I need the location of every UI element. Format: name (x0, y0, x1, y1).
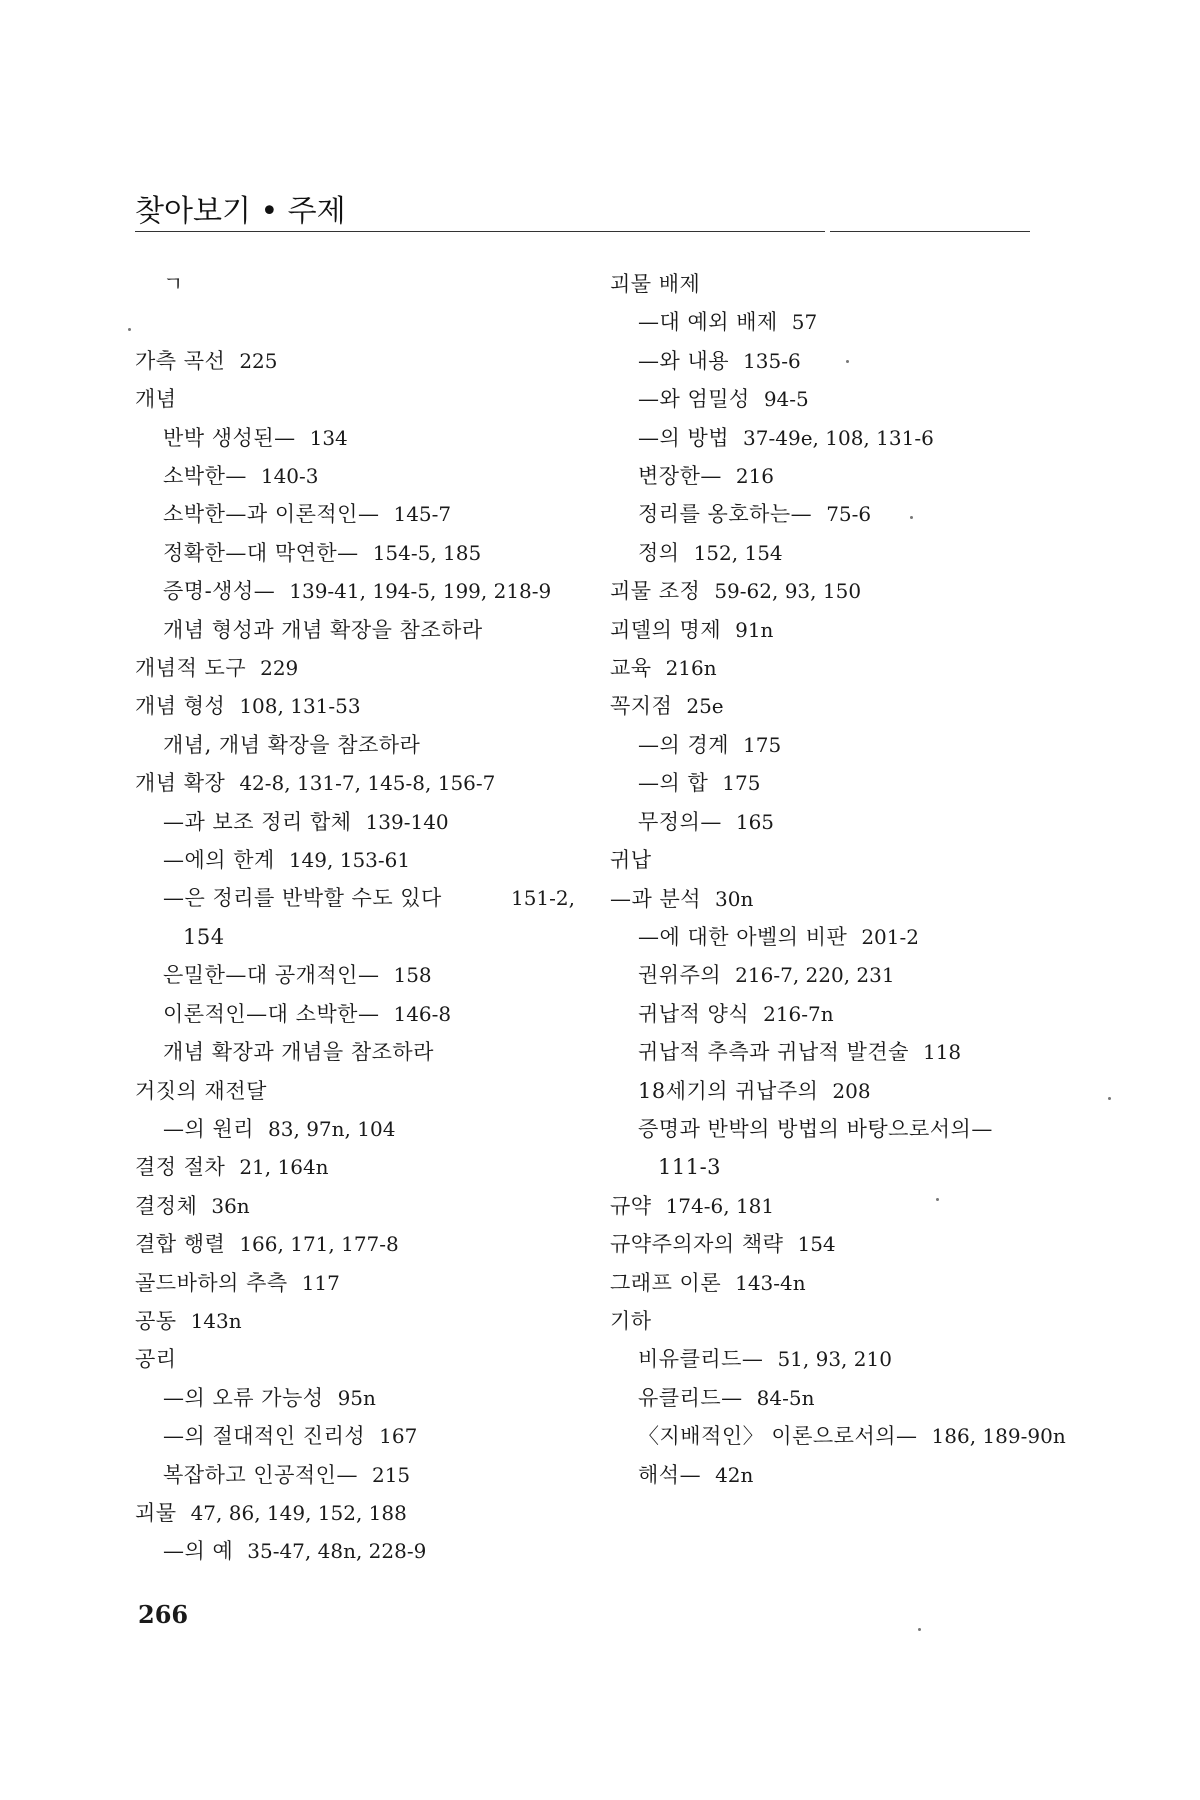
index-column-left (135, 265, 575, 1571)
index-term: 귀납적 양식 (638, 1001, 750, 1026)
index-term: —와 내용 (638, 348, 730, 373)
index-subentry (135, 611, 575, 649)
index-term: 괴델의 명제 (610, 617, 722, 642)
index-term: 증명과 반박의 방법의 바탕으로서의— (638, 1116, 993, 1141)
index-subentry (135, 956, 575, 994)
index-term: 정확한—대 막연한— (163, 540, 359, 565)
index-pages: 215 (371, 1462, 411, 1487)
index-entry (610, 611, 1050, 649)
speck (918, 1628, 921, 1631)
index-subentry (610, 342, 1050, 380)
index-term: 결정체 (135, 1193, 198, 1218)
index-term: 개념 형성과 개념 확장을 참조하라 (163, 617, 483, 642)
index-pages: 83, 97n, 104 (268, 1116, 396, 1141)
index-subentry (610, 803, 1050, 841)
index-pages: 118 (922, 1040, 962, 1065)
index-term: 154 (183, 924, 225, 949)
index-entry (610, 880, 1050, 918)
index-pages: 152, 154 (693, 540, 783, 565)
index-pages: 151-2, (510, 886, 575, 911)
index-term: 은밀한—대 공개적인— (163, 963, 380, 988)
index-term: 정리를 옹호하는— (638, 502, 813, 527)
index-term: 괴물 조정 (610, 579, 701, 604)
index-subentry (610, 918, 1050, 956)
index-subentry (135, 726, 575, 764)
index-subentry (135, 495, 575, 533)
index-pages: 154 (797, 1232, 836, 1257)
index-term: —의 방법 (638, 425, 730, 450)
index-entry (135, 764, 575, 802)
index-pages: 186, 189-90n (931, 1424, 1066, 1449)
index-term: —의 오류 가능성 (163, 1385, 324, 1410)
index-pages: 201-2 (861, 924, 919, 949)
index-pages: 154-5, 185 (372, 540, 482, 565)
index-column-right (610, 265, 1066, 1494)
index-pages: 167 (379, 1424, 418, 1449)
header-rule-short (830, 231, 1030, 232)
index-term: 규약 (610, 1193, 652, 1218)
index-pages: 146-8 (393, 1001, 452, 1026)
index-term: 개념, 개념 확장을 참조하라 (163, 732, 421, 757)
index-pages: 208 (832, 1078, 871, 1103)
index-pages: 216-7n (763, 1001, 834, 1026)
index-entry (135, 1340, 575, 1378)
index-term: —에 대한 아벨의 비판 (638, 924, 848, 949)
index-term: 무정의— (638, 809, 722, 834)
index-entry (135, 1072, 575, 1110)
index-term: 결정 절차 (135, 1155, 226, 1180)
index-term: ㄱ (163, 272, 184, 296)
index-pages: 95n (337, 1385, 376, 1410)
speck (910, 516, 913, 519)
index-term: 정의 (638, 540, 680, 565)
index-term: 개념적 도구 (135, 656, 247, 681)
index-subentry (610, 303, 1050, 341)
index-entry (135, 1264, 575, 1302)
index-subentry (610, 457, 1050, 495)
index-entry (610, 1264, 1050, 1302)
speck (1108, 1097, 1111, 1100)
index-subentry (610, 1417, 1066, 1455)
index-subentry (610, 534, 1050, 572)
index-pages: 135-6 (743, 348, 801, 373)
index-term: 111-3 (658, 1155, 722, 1180)
index-subentry (610, 1379, 1050, 1417)
index-term: 공동 (135, 1308, 177, 1333)
index-pages: 139-140 (365, 809, 449, 834)
speck (128, 328, 131, 331)
index-subentry (610, 956, 1050, 994)
index-subentry (610, 1110, 1050, 1148)
index-pages: 134 (309, 425, 348, 450)
index-term: —의 합 (638, 771, 709, 796)
index-entry (135, 1187, 575, 1225)
index-pages: 149, 153-61 (288, 848, 411, 873)
index-term: —의 경계 (638, 732, 730, 757)
index-pages: 117 (301, 1270, 340, 1295)
index-term: 귀납적 추측과 귀납적 발견술 (638, 1040, 909, 1065)
index-entry (135, 649, 575, 687)
index-pages: 143-4n (735, 1270, 806, 1295)
index-pages: 59-62, 93, 150 (714, 579, 862, 604)
index-pages: 216 (735, 464, 775, 489)
index-pages: 42-8, 131-7, 145-8, 156-7 (239, 771, 496, 796)
index-term: 개념 형성 (135, 694, 226, 719)
index-subentry (135, 419, 575, 457)
index-pages: 37-49e, 108, 131-6 (743, 425, 934, 450)
index-section-letter (135, 265, 575, 342)
index-entry (610, 572, 1050, 610)
index-term: 규약주의자의 책략 (610, 1232, 784, 1257)
index-subentry (135, 534, 575, 572)
index-pages: 21, 164n (239, 1155, 329, 1180)
index-term: 그래프 이론 (610, 1270, 722, 1295)
index-subentry (610, 1456, 1050, 1494)
index-subentry (610, 419, 1050, 457)
index-entry (610, 1187, 1050, 1225)
index-pages: 229 (260, 656, 299, 681)
index-pages: 216-7, 220, 231 (735, 963, 895, 988)
index-entry (610, 841, 1050, 879)
index-term: —의 예 (163, 1539, 234, 1564)
index-pages: 216n (665, 656, 717, 681)
index-pages: 225 (239, 348, 278, 373)
index-term: 골드바하의 추측 (135, 1270, 288, 1295)
index-pages: 25e (686, 694, 724, 719)
index-entry (135, 380, 575, 418)
index-term: 괴물 배제 (610, 272, 701, 296)
index-term: 결합 행렬 (135, 1232, 226, 1257)
index-entry (610, 687, 1050, 725)
index-term: —대 예외 배제 (638, 310, 778, 335)
index-term: 증명-생성— (163, 579, 276, 604)
index-subentry (610, 1340, 1050, 1378)
index-term: 공리 (135, 1347, 177, 1372)
index-subentry (135, 1532, 575, 1570)
index-entry (610, 1302, 1050, 1340)
index-pages: 174-6, 181 (665, 1193, 775, 1218)
index-pages: 139-41, 194-5, 199, 218-9 (289, 579, 552, 604)
index-pages: 140-3 (260, 464, 319, 489)
index-term: 교육 (610, 656, 652, 681)
index-pages: 75-6 (826, 502, 872, 527)
index-entry (610, 1225, 1050, 1263)
index-subentry (610, 764, 1050, 802)
index-entry (135, 1494, 575, 1532)
index-term: —은 정리를 반박할 수도 있다 (163, 886, 442, 911)
index-pages: 145-7 (393, 502, 452, 527)
index-pages: 30n (715, 886, 754, 911)
index-pages: 36n (211, 1193, 250, 1218)
index-subentry (610, 495, 1050, 533)
index-pages: 35-47, 48n, 228-9 (247, 1539, 427, 1564)
index-term: —의 원리 (163, 1116, 255, 1141)
index-term: 〈지배적인〉 이론으로서의— (638, 1424, 918, 1449)
index-pages: 57 (791, 310, 818, 335)
index-entry (135, 342, 575, 380)
index-subentry (610, 1033, 1050, 1071)
index-term: 개념 확장과 개념을 참조하라 (163, 1040, 434, 1065)
index-term: —에의 한계 (163, 848, 275, 873)
index-subentry (135, 1417, 575, 1455)
index-subentry (135, 995, 575, 1033)
header-rule (135, 231, 825, 232)
index-pages: 166, 171, 177-8 (239, 1232, 399, 1257)
speck (936, 1198, 939, 1201)
index-subentry (610, 995, 1050, 1033)
index-subentry (135, 879, 575, 917)
index-term: 18세기의 귀납주의 (638, 1078, 819, 1103)
index-term: 꼭지점 (610, 694, 673, 719)
index-entry (135, 687, 575, 725)
index-pages: 94-5 (763, 387, 809, 412)
index-term: 변장한— (638, 464, 722, 489)
index-term: 소박한—과 이론적인— (163, 502, 380, 527)
index-term: 귀납 (610, 848, 652, 873)
index-entry (135, 1302, 575, 1340)
index-subentry (135, 841, 575, 879)
index-term: 유클리드— (638, 1385, 743, 1410)
index-term: 해석— (638, 1462, 702, 1487)
index-term: —와 엄밀성 (638, 387, 750, 412)
page-number: 266 (138, 1600, 189, 1629)
index-pages: 158 (393, 963, 432, 988)
index-term: —과 분석 (610, 886, 702, 911)
index-subentry (610, 1072, 1050, 1110)
index-term: 복잡하고 인공적인— (163, 1462, 358, 1487)
index-pages: 51, 93, 210 (777, 1347, 892, 1372)
index-subentry (610, 380, 1050, 418)
index-pages: 175 (722, 771, 761, 796)
index-term: 소박한— (163, 464, 247, 489)
index-subentry (135, 1379, 575, 1417)
page-header-title: 찾아보기 • 주제 (135, 194, 346, 229)
index-term: 비유클리드— (638, 1347, 764, 1372)
index-subentry (135, 803, 575, 841)
index-term: 가측 곡선 (135, 348, 226, 373)
index-pages: 84-5n (756, 1385, 815, 1410)
index-pages: 175 (743, 732, 782, 757)
index-term: 이론적인—대 소박한— (163, 1001, 380, 1026)
index-pages: 108, 131-53 (239, 694, 361, 719)
index-term: 거짓의 재전달 (135, 1078, 267, 1103)
index-term: 개념 (135, 387, 177, 412)
index-pages: 42n (715, 1462, 754, 1487)
index-entry (610, 265, 1050, 303)
index-term: 기하 (610, 1308, 652, 1333)
index-term: 괴물 (135, 1500, 177, 1525)
index-term: 권위주의 (638, 963, 722, 988)
index-subentry (135, 1456, 575, 1494)
index-pages: 143n (190, 1308, 242, 1333)
index-pages: 91n (735, 617, 774, 642)
index-pages: 47, 86, 149, 152, 188 (190, 1500, 407, 1525)
index-subentry (610, 1148, 1050, 1186)
index-entry (135, 1225, 575, 1263)
index-subentry (135, 457, 575, 495)
index-subentry (135, 1110, 575, 1148)
index-term: —과 보조 정리 합체 (163, 809, 352, 834)
speck (846, 360, 849, 363)
index-subentry (135, 1033, 575, 1071)
index-subentry (135, 572, 575, 610)
index-subentry (610, 726, 1050, 764)
index-subentry (135, 918, 575, 956)
index-term: 반박 생성된— (163, 425, 296, 450)
index-pages: 165 (735, 809, 775, 834)
index-term: —의 절대적인 진리성 (163, 1424, 366, 1449)
index-entry (135, 1148, 575, 1186)
index-term: 개념 확장 (135, 771, 226, 796)
index-entry (610, 649, 1050, 687)
